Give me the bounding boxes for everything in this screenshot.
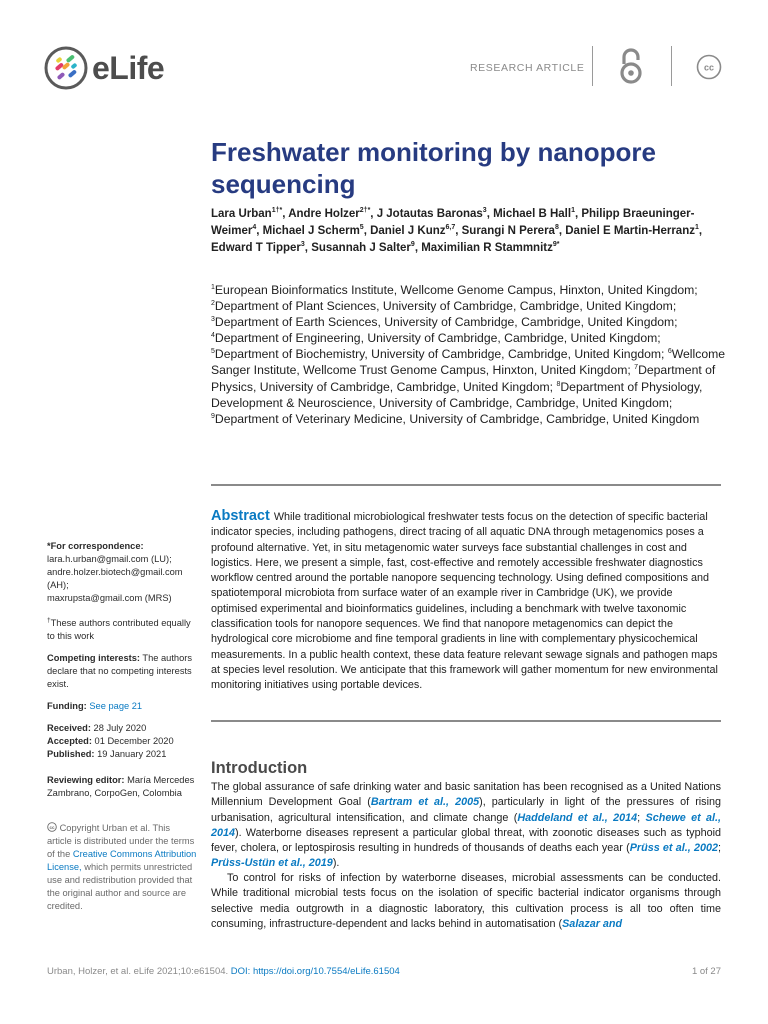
affiliation-number: 3 bbox=[211, 316, 215, 324]
affiliation bbox=[211, 315, 678, 329]
affiliation-number: 5 bbox=[211, 348, 215, 356]
svg-text:cc: cc bbox=[703, 62, 715, 73]
author-name-text: Michael B Hall bbox=[493, 208, 572, 220]
author-name bbox=[421, 242, 559, 254]
dates-block bbox=[47, 722, 197, 761]
accepted-date: 01 December 2020 bbox=[94, 736, 174, 746]
author-name-text: Edward T Tipper bbox=[211, 242, 301, 255]
section-rule bbox=[211, 484, 721, 486]
equal-contribution-note: †These authors contributed equally to this work bbox=[47, 617, 191, 642]
article-title: Freshwater monitoring by nanopore sequencing bbox=[211, 137, 656, 199]
citation-link[interactable]: Prüss-Ustün et al., 2019 bbox=[211, 857, 333, 870]
author-name bbox=[565, 225, 699, 237]
copyright-text: Copyright Urban et al. This article is distributed under the terms of the bbox=[47, 823, 195, 859]
reviewing-editor-text: María Mercedes Zambrano, CorpoGen, Colombia bbox=[47, 775, 195, 798]
affiliation-number: 1 bbox=[211, 283, 215, 291]
affiliation bbox=[211, 412, 699, 426]
doi-link[interactable]: DOI: https://doi.org/10.7554/eLife.61504 bbox=[230, 966, 400, 977]
author-affiliation-mark: 1 bbox=[571, 207, 575, 215]
body-text: ). Waterborne diseases represent a particular global threat, with zoonotic diseases such as typhoid fever, cholera, or leptospirosis resulting in hundreds of thousands of deaths each year ( bbox=[211, 826, 721, 855]
affiliation-text: Department of Physiology, Development & Neuroscience, University of Cambridge, Cambridge, United Kingdom; bbox=[211, 379, 703, 410]
elife-logo-text: eLife bbox=[92, 49, 165, 86]
competing-interests bbox=[47, 652, 197, 691]
affiliation-number: 4 bbox=[211, 332, 215, 340]
author-affiliation-mark: 9* bbox=[552, 241, 560, 249]
author-name-text: Lara Urban bbox=[211, 208, 272, 220]
introduction-paragraph-1 bbox=[211, 780, 721, 872]
affiliation-number: 8 bbox=[556, 380, 561, 388]
introduction-paragraph-2 bbox=[211, 871, 721, 932]
affiliation-text: Department of Earth Sciences, University of Cambridge, Cambridge, United Kingdom; bbox=[214, 315, 678, 330]
citation-link[interactable]: Schewe et al., 2014 bbox=[211, 811, 722, 839]
body-text: ; bbox=[717, 842, 721, 855]
author-affiliation-mark: 3 bbox=[482, 207, 487, 215]
author-list: Lara Urban$^{1\dagger*}$, Andre Holzer$^{2\dagger*}$, J Jotautas Baronas$^3$, Michael B Hall$^1$, Philipp Braeuninger-Weimer$^4$, Michael J Scherm$^5$, Daniel J Kunz$^{6,7}$, Surangi N Perera$^8$, Daniel E Martin-Herranz$^1$, Edward T Tipper$^3$, Susannah J Salter$^9$, Maximilian R Stammnitz$^{9*}$ bbox=[211, 207, 703, 255]
elife-logo[interactable] bbox=[44, 44, 164, 92]
author-affiliation-mark: 4 bbox=[252, 224, 257, 232]
author-name bbox=[288, 208, 370, 220]
funding bbox=[47, 700, 197, 713]
copyright-block bbox=[47, 822, 197, 913]
author-affiliation-mark: 1†* bbox=[271, 207, 283, 215]
svg-text:cc: cc bbox=[49, 825, 55, 830]
body-text: ; bbox=[637, 811, 646, 824]
affiliation bbox=[211, 331, 661, 345]
citation-link[interactable]: Salazar and bbox=[562, 917, 623, 930]
received-date: 28 July 2020 bbox=[93, 723, 147, 733]
competing-interests-label: Competing interests: bbox=[47, 653, 140, 663]
author-affiliation-mark: 1 bbox=[694, 224, 699, 232]
elife-logo-icon bbox=[44, 46, 88, 90]
citation-link[interactable]: Prüss et al., 2002 bbox=[629, 842, 718, 855]
author-name bbox=[311, 242, 415, 254]
section-rule bbox=[211, 720, 721, 722]
author-name-text: Susannah J Salter bbox=[311, 242, 411, 255]
author-name-text: Philipp Braeuninger-Weimer bbox=[211, 208, 695, 238]
equal-contribution-text: These authors contributed equally to this work bbox=[47, 618, 191, 642]
author-affiliation-mark: 8 bbox=[554, 224, 559, 232]
body-text: To control for risks of infection by waterborne diseases, microbial assessments can be conducted. While traditional microbial tests focus on the isolation of specific bacterial indicator organisms through selective media outgrowth in a diagnostic laboratory, this cultivation process is all too often time consuming, infrastructure-dependent and lacks behind in automatisation ( bbox=[211, 872, 721, 930]
body-text: ). bbox=[332, 857, 340, 870]
correspondence-email[interactable]: maxrupsta@gmail.com (MRS) bbox=[47, 593, 172, 603]
copyright-text-2: which permits unrestricted use and redistribution provided that the original author and source are credited. bbox=[47, 862, 193, 911]
reviewing-editor bbox=[47, 774, 197, 800]
affiliation bbox=[211, 283, 698, 297]
author-affiliation-mark: 3 bbox=[300, 241, 305, 249]
author-name bbox=[211, 242, 305, 254]
accepted-label: Accepted: bbox=[47, 736, 92, 746]
footer-citation bbox=[47, 966, 400, 977]
author-affiliation-mark: 9 bbox=[410, 241, 415, 249]
author-name bbox=[493, 208, 575, 220]
author-name-text: Maximilian R Stammnitz bbox=[421, 242, 553, 255]
affiliation-list bbox=[211, 282, 731, 427]
affiliation-text: European Bioinformatics Institute, Wellcome Genome Campus, Hinxton, United Kingdom; bbox=[214, 283, 698, 297]
article-type-label: RESEARCH ARTICLE bbox=[470, 62, 585, 74]
author-affiliation-mark: 5 bbox=[359, 224, 364, 232]
author-affiliation-mark: 6,7 bbox=[445, 224, 456, 232]
affiliation-text: Department of Physics, University of Cambridge, Cambridge, United Kingdom; bbox=[211, 363, 716, 394]
funding-link[interactable]: See page 21 bbox=[89, 701, 143, 711]
reviewing-editor-label: Reviewing editor: bbox=[47, 775, 125, 785]
body-text: ), particularly in light of the pressures of rising urbanisation, agricultural intensification, and climate change ( bbox=[211, 796, 721, 824]
author-name-text: Andre Holzer bbox=[288, 208, 360, 220]
author-name bbox=[462, 225, 559, 237]
header-divider bbox=[671, 46, 672, 86]
abstract bbox=[211, 509, 721, 694]
author-name bbox=[211, 208, 282, 220]
affiliation-number: 7 bbox=[634, 364, 639, 372]
affiliation bbox=[211, 299, 676, 313]
open-access-icon[interactable] bbox=[616, 46, 646, 86]
competing-interests-text: The authors declare that no competing interests exist. bbox=[47, 653, 193, 689]
correspondence-block bbox=[47, 540, 197, 605]
cc-small-icon bbox=[47, 822, 57, 832]
received-label: Received: bbox=[47, 723, 91, 733]
author-affiliation-mark: 2†* bbox=[359, 207, 371, 215]
affiliation-text: Wellcome Sanger Institute, Wellcome Trust Genome Campus, Hinxton, United Kingdom; bbox=[211, 347, 726, 378]
author-name-text: Surangi N Perera bbox=[461, 225, 555, 238]
affiliation-number: 6 bbox=[667, 348, 672, 356]
cc-icon[interactable] bbox=[696, 54, 722, 80]
author-name-text: Michael J Scherm bbox=[262, 225, 360, 238]
affiliation-number: 9 bbox=[211, 412, 215, 420]
introduction-heading: Introduction bbox=[211, 759, 308, 777]
body-text: The global assurance of safe drinking water and basic sanitation has been recognised as a United Nations Millennium Development Goal ( bbox=[211, 781, 721, 809]
author-name-text: Daniel E Martin-Herranz bbox=[565, 225, 695, 238]
citation-link[interactable]: Bartram et al., 2005 bbox=[370, 796, 480, 809]
affiliation-text: Department of Plant Sciences, University of Cambridge, Cambridge, United Kingdom; bbox=[214, 299, 677, 314]
correspondence-email[interactable]: lara.h.urban@gmail.com (LU); bbox=[47, 554, 172, 564]
author-name bbox=[377, 208, 487, 220]
funding-label: Funding: bbox=[47, 701, 87, 711]
abstract-text: While traditional microbiological freshwater tests focus on the detection of specific bacterial indicator species, including pathogens, direct tracing of all aquatic DNA through metagenomics poses a profound alternative. Yet, in situ metagenomic water surveys face substantial challenges in cost and logistics. Here, we present a simple, fast, cost-effective and remotely accessible freshwater diagnostics workflow centred around the portable nanopore sequencing technology. Using defined compositions and spatiotemporal microbiota from surface water of an example river in Cambridge (UK), we provide optimised experimental and bioinformatics guidelines, including a benchmark with twelve taxonomic classification tools for nanopore sequences. We find that nanopore metagenomics can depict the hydrological core microbiome and fine temporal gradients in line with complementary physicochemical measurements. In a public health context, these data feature relevant sewage signals and pathogen maps at species level resolution. We anticipate that this framework will gather momentum for new environmental monitoring initiatives using portable devices. bbox=[211, 511, 718, 692]
affiliation-text: Department of Veterinary Medicine, University of Cambridge, Cambridge, United Kingdom bbox=[214, 411, 700, 426]
citation-link[interactable]: Haddeland et al., 2014 bbox=[517, 811, 638, 824]
header-divider bbox=[592, 46, 593, 86]
author-name-text: J Jotautas Baronas bbox=[376, 208, 483, 220]
affiliation-text: Department of Biochemistry, University of Cambridge, Cambridge, United Kingdom; bbox=[214, 347, 665, 362]
author-name bbox=[263, 225, 364, 237]
author-name-text: Daniel J Kunz bbox=[370, 225, 446, 238]
page-number: 1 of 27 bbox=[691, 966, 721, 977]
abstract-heading: Abstract bbox=[211, 508, 270, 524]
affiliation bbox=[211, 347, 664, 361]
correspondence-email[interactable]: andre.holzer.biotech@gmail.com (AH); bbox=[47, 567, 183, 590]
published-label: Published: bbox=[47, 749, 95, 759]
citation-text: Urban, Holzer, et al. eLife 2021;10:e61504. bbox=[47, 966, 229, 977]
correspondence-label: *For correspondence: bbox=[47, 541, 144, 551]
affiliation-number: 2 bbox=[211, 300, 215, 308]
license-link[interactable]: Creative Commons Attribution License, bbox=[47, 849, 197, 872]
published-date: 19 January 2021 bbox=[97, 749, 167, 759]
affiliation-text: Department of Engineering, University of Cambridge, Cambridge, United Kingdom; bbox=[214, 331, 661, 346]
author-name bbox=[370, 225, 455, 237]
